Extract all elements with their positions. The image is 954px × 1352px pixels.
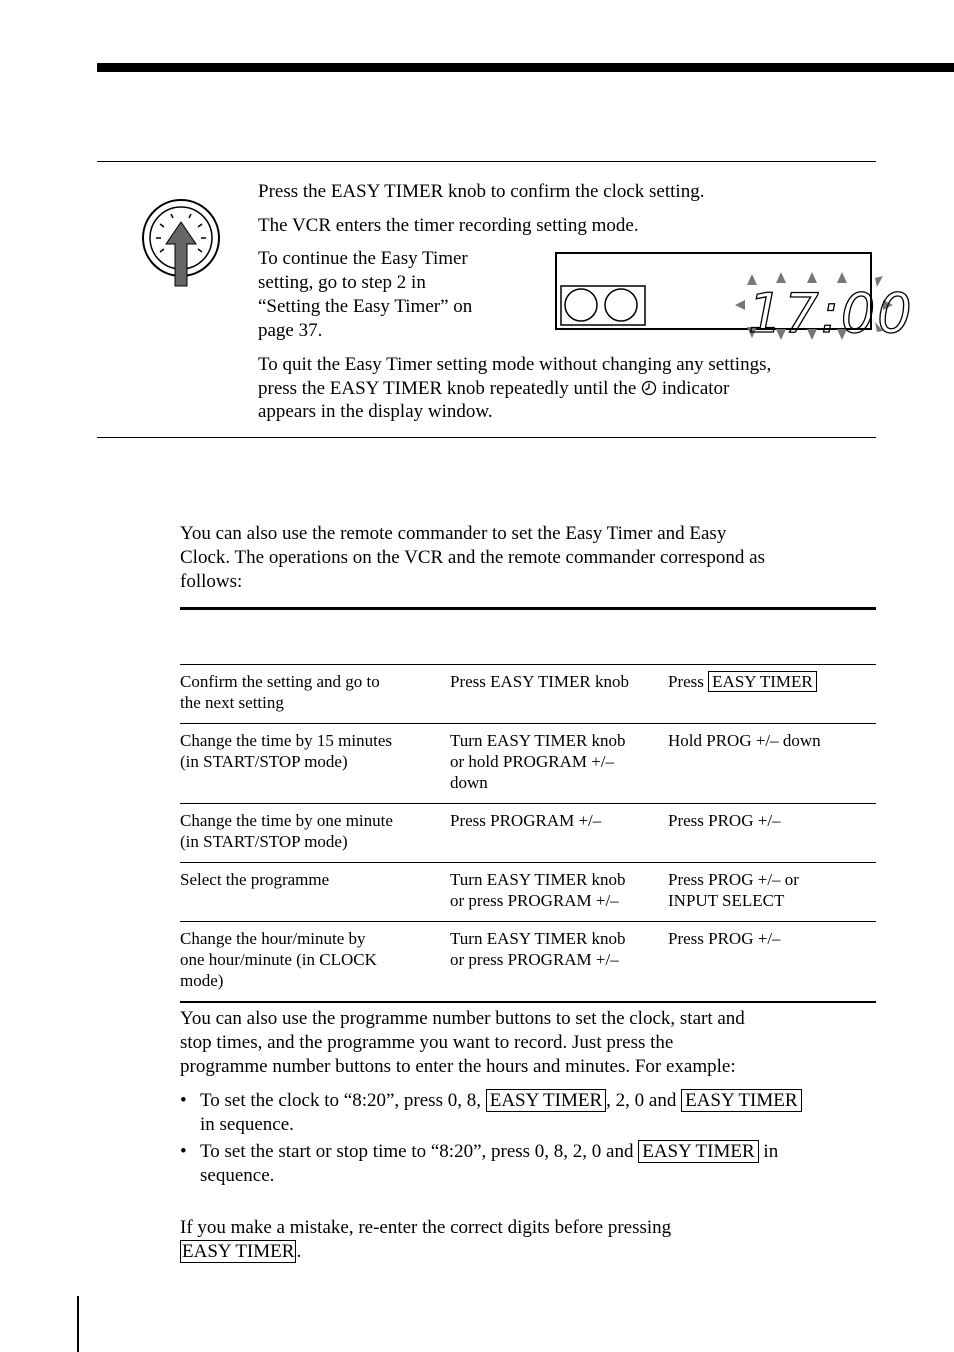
table-row	[180, 863, 876, 922]
vcr-cell: Turn EASY TIMER knob or press PROGRAM +/–	[450, 870, 626, 910]
vcr-cell: Press PROGRAM +/–	[450, 811, 602, 830]
bullet-icon: •	[180, 1141, 187, 1162]
step-bottom-rule	[97, 437, 876, 438]
operations-table	[180, 664, 876, 1003]
numbers-line-1: You can also use the programme number buttons to set the clock, start and	[180, 1008, 745, 1029]
step-top-rule	[97, 161, 876, 162]
operation-cell: Confirm the setting and go to the next setting	[180, 672, 380, 712]
operation-cell: Change the hour/minute by one hour/minute (in CLOCK mode)	[180, 929, 377, 990]
bullet-icon: •	[180, 1090, 187, 1111]
display-time: 17:00	[748, 282, 914, 345]
mistake-line-1: If you make a mistake, re-enter the correct digits before pressing	[180, 1217, 672, 1238]
easy-timer-button-label: EASY TIMER	[708, 671, 817, 692]
mistake-line-2: EASY TIMER .	[182, 1241, 302, 1262]
quit-line-3: appears in the display window.	[258, 401, 493, 422]
continue-line-4: page 37.	[258, 320, 323, 341]
remote-cell: Hold PROG +/– down	[668, 731, 821, 750]
vcr-cell: Press EASY TIMER knob	[450, 672, 629, 691]
operation-cell: Change the time by one minute (in START/STOP mode)	[180, 811, 393, 851]
quit-line-2	[258, 377, 729, 401]
remote-cell: Press PROG +/– or INPUT SELECT	[668, 870, 799, 910]
quit-line-2-end: indicator	[661, 378, 730, 399]
easy-timer-button-label: EASY TIMER	[486, 1089, 606, 1112]
intro-line-1: You can also use the remote commander to set the Easy Timer and Easy	[180, 523, 727, 544]
easy-timer-button-label: EASY TIMER	[182, 1241, 295, 1262]
quit-line-1: To quit the Easy Timer setting mode without changing any settings,	[258, 354, 772, 375]
numbers-line-3: programme number buttons to enter the hours and minutes. For example:	[180, 1056, 736, 1077]
operation-cell: Select the programme	[180, 870, 330, 889]
header-bar	[97, 63, 954, 72]
table-row	[180, 922, 876, 1003]
continue-line-2: setting, go to step 2 in	[258, 272, 426, 293]
table-row	[180, 665, 876, 724]
easy-timer-knob-icon	[141, 196, 221, 288]
continue-line-3: “Setting the Easy Timer” on	[258, 296, 473, 317]
table-row	[180, 724, 876, 804]
intro-line-2: Clock. The operations on the VCR and the remote commander correspond as	[180, 547, 765, 568]
easy-timer-button-label: EASY TIMER	[638, 1140, 758, 1163]
quit-line-2-text: press the EASY TIMER knob repeatedly until the	[258, 378, 637, 399]
vcr-cell: Turn EASY TIMER knob or hold PROGRAM +/– down	[450, 731, 626, 792]
clock-indicator-icon	[641, 380, 657, 396]
bullet-item-1: • To set the clock to “8:20”, press 0, 8, EASY TIMER , 2, 0 and EASY TIMER in sequence.	[180, 1089, 876, 1137]
table-row	[180, 804, 876, 863]
bullet-item-2: • To set the start or stop time to “8:20”, press 0, 8, 2, 0 and EASY TIMER in sequence.	[180, 1141, 779, 1186]
easy-timer-button-label: EASY TIMER	[681, 1089, 801, 1112]
table-top-rule	[180, 607, 876, 610]
remote-cell: Press PROG +/–	[668, 811, 781, 830]
continue-line-1: To continue the Easy Timer	[258, 248, 468, 269]
intro-line-3: follows:	[180, 571, 243, 592]
margin-line	[77, 1296, 79, 1352]
remote-cell: Press PROG +/–	[668, 929, 781, 948]
display-window	[555, 252, 914, 345]
operation-cell: Change the time by 15 minutes (in START/STOP mode)	[180, 731, 392, 771]
remote-cell: Press EASY TIMER	[668, 665, 876, 724]
numbers-line-2: stop times, and the programme you want to record. Just press the	[180, 1032, 674, 1053]
step-line-2: The VCR enters the timer recording setting mode.	[258, 215, 639, 236]
step-line-1: Press the EASY TIMER knob to confirm the clock setting.	[258, 181, 705, 202]
vcr-cell: Turn EASY TIMER knob or press PROGRAM +/–	[450, 929, 626, 969]
